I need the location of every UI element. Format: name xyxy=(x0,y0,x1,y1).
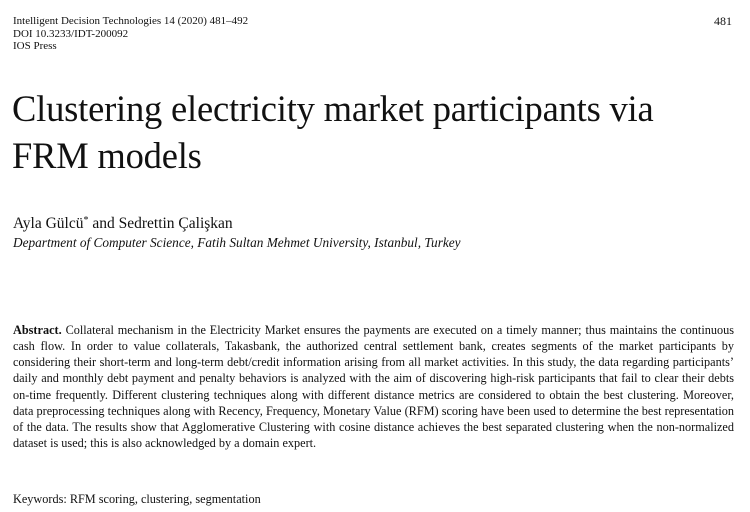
doi: DOI 10.3233/IDT-200092 xyxy=(13,27,129,40)
author-first: Ayla Gülcü xyxy=(13,215,84,232)
abstract-label: Abstract. xyxy=(13,323,62,337)
abstract xyxy=(13,322,734,451)
paper-title: Clustering electricity market participants via FRM models xyxy=(12,88,654,176)
journal-info xyxy=(13,15,248,53)
keywords: Keywords: RFM scoring, clustering, segmentation xyxy=(13,492,261,506)
page-number: 481 xyxy=(714,14,732,28)
publisher: IOS Press xyxy=(13,40,57,52)
author-rest: and Sedrettin Çalişkan xyxy=(88,215,233,232)
abstract-text: Collateral mechanism in the Electricity Market ensures the payments are executed on a timely manner; thus maintains the continuous cash flow. In order to value collaterals, Takasbank, the authorized central settlement bank, creates segments of the market participants by considering their short-term and long-term debt/credit information arising from all market activities. In this study, the data regarding participants’ daily and monthly debt payment and penalty behaviors is analyzed with the aim of discovering high-risk participants that fail to clear their debts on-time frequently. Different clustering techniques along with different distance metrics are considered to obtain the best clustering. Moreover, data preprocessing techniques along with Recency, Frequency, Monetary Value (RFM) scoring have been used to determine the best representation of the data. The results show that Agglomerative Clustering with cosine distance achieves the best separated clustering when the non-normalized dataset is used; this is also acknowledged by a domain expert. xyxy=(13,323,734,451)
corresponding-author-mark: * xyxy=(83,215,89,226)
journal-citation: Intelligent Decision Technologies 14 (2020) 481–492 xyxy=(13,15,249,27)
authors xyxy=(13,215,233,233)
affiliation: Department of Computer Science, Fatih Sultan Mehmet University, Istanbul, Turkey xyxy=(13,235,461,250)
